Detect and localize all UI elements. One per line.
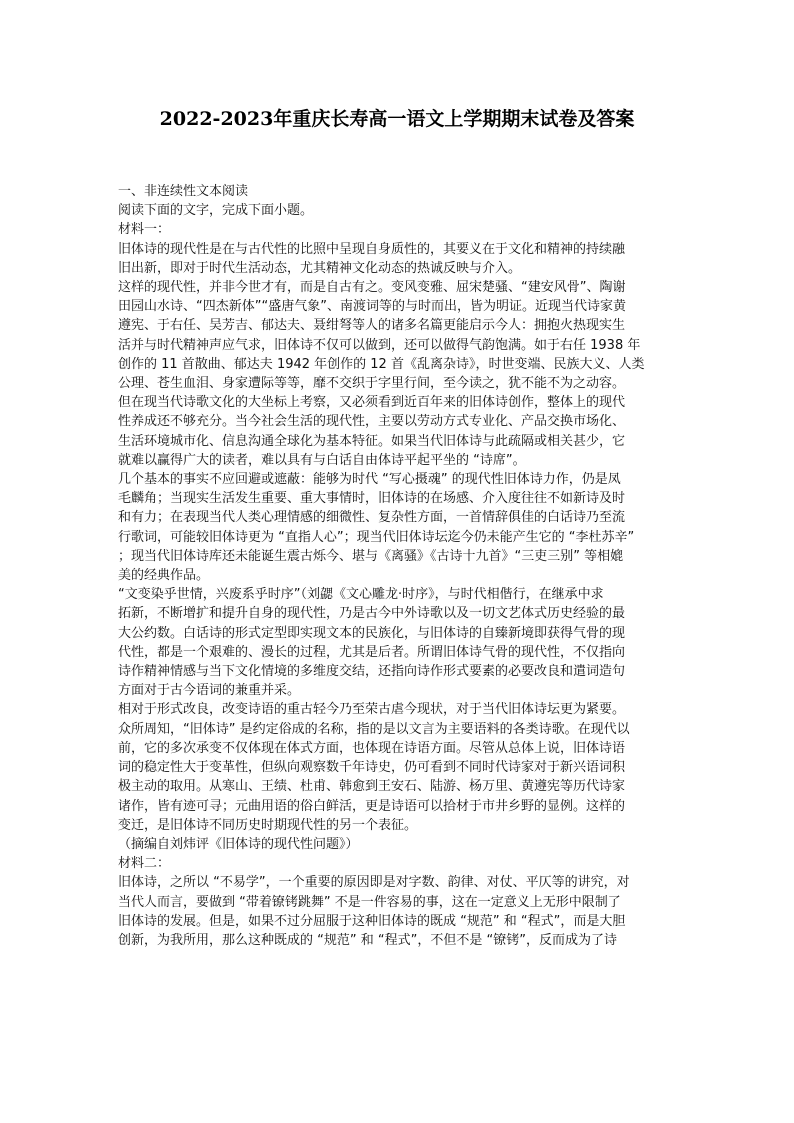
text-line: 众所周知，“旧体诗” 是约定俗成的名称，指的是以文言为主要语料的各类诗歌。在现代以 [118, 721, 630, 737]
text-line: 变迁，是旧体诗不同历史时期现代性的另一个表征。 [118, 817, 418, 833]
text-line: 拓新，不断增扩和提升自身的现代性，乃是古今中外诗歌以及一切文艺体式历史经验的最 [118, 606, 626, 622]
text-line: 一、非连续性文本阅读 [118, 184, 249, 199]
text-line: ；现当代旧体诗库还未能诞生震古烁今、堪与《离骚》《古诗十九首》“三吏三别” 等相媲 [118, 548, 624, 564]
text-line: 词的稳定性大于变革性，但纵向观察数千年诗史，仍可看到不同时代诗家对于新兴语词积 [118, 760, 626, 776]
text-line: 性养成还不够充分。当今社会生活的现代性，主要以劳动方式专业化、产品交换市场化、 [118, 414, 626, 430]
text-line: 材料一： [118, 222, 171, 238]
text-line: 前，它的多次承变不仅体现在体式方面，也体现在诗语方面。尽管从总体上说，旧体诗语 [118, 740, 626, 756]
document-title: 2022-2023年重庆长寿高一语文上学期期末试卷及答案 [159, 108, 635, 130]
text-line: 创作的 11 首散曲、郁达夫 1942 年创作的 12 首《乱离杂诗》，时世变端、民族大义、人类 [118, 356, 645, 372]
text-line: 旧体诗，之所以 “不易学”，一个重要的原因即是对字数、韵律、对仗、平仄等的讲究，对 [118, 875, 630, 891]
text-line: 方面对于古今语词的兼重并采。 [118, 683, 301, 699]
text-line: 大公约数。白话诗的形式定型即实现文本的民族化，与旧体诗的自臻新境即获得气骨的现 [118, 625, 626, 641]
text-line: 几个基本的事实不应回避或遮蔽：能够为时代 “写心摄魂” 的现代性旧体诗力作，仍是凤 [118, 472, 621, 488]
text-line: （摘编自刘炜评《旧体诗的现代性问题》） [118, 836, 359, 852]
text-line: 美的经典作品。 [118, 568, 210, 584]
text-line: 代性，都是一个艰难的、漫长的过程，尤其是后者。所谓旧体诗气骨的现代性，不仅指向 [118, 644, 626, 660]
text-line: 相对于形式改良，改变诗语的重古轻今乃至荣古虐今现状，对于当代旧体诗坛更为紧要。 [118, 702, 626, 718]
text-line: 旧体诗的发展。但是，如果不过分屈服于这种旧体诗的既成 “规范” 和 “程式”，而是大胆 [118, 913, 626, 929]
text-line: 活并与时代精神声应气求，旧体诗不仅可以做到，还可以做得气韵饱满。如于右任 1938 年 [118, 337, 641, 353]
text-line: “文变染乎世情，兴废系乎时序”（刘勰《文心雕龙·时序》，与时代相偕行，在继承中求 [118, 587, 604, 603]
text-line: 就难以赢得广大的读者，难以具有与白话自由体诗平起平坐的 “诗席”。 [118, 452, 526, 468]
text-line: 诸作，皆有迹可寻；元曲用语的俗白鲜活，更是诗语可以拾材于市井乡野的显例。这样的 [118, 798, 626, 814]
text-line: 阅读下面的文字，完成下面小题。 [118, 203, 314, 219]
text-line: 但在现当代诗歌文化的大坐标上考察，又必须看到近百年来的旧体诗创作，整体上的现代 [118, 395, 626, 411]
document-body [118, 182, 678, 950]
text-line: 和有力；在表现当代人类心理情感的细微性、复杂性方面，一首情辞俱佳的白话诗乃至流 [118, 510, 626, 526]
text-line: 当代人而言，要做到 “带着镣铐跳舞” 不是一件容易的事，这在一定意义上无形中限制了 [118, 894, 621, 910]
text-line: 创新，为我所用，那么这种既成的 “规范” 和 “程式”，不但不是 “镣铐”，反而成为了诗 [118, 932, 617, 948]
text-line: 这样的现代性，并非今世才有，而是自古有之。变风变雅、屈宋楚骚、“建安风骨”、陶谢 [118, 280, 626, 296]
text-line: 诗作精神情感与当下文化情境的多维度交结，还指向诗作形式要素的必要改良和遣词造句 [118, 664, 626, 680]
text-line: 生活环境城市化、信息沟通全球化为基本特征。如果当代旧体诗与此疏隔或相关甚少，它 [118, 433, 626, 449]
text-line: 公理、苍生血泪、身家遭际等等，靡不交织于字里行间，至今读之，犹不能不为之动容。 [118, 376, 626, 392]
text-line: 田园山水诗、“四杰新体”“盛唐气象”、南渡词等的与时而出，皆为明证。近现当代诗家黄 [118, 299, 626, 315]
text-line: 行歌词，可能较旧体诗更为 “直指人心”；现当代旧体诗坛迄今仍未能产生它的 “李杜苏辛” [118, 529, 635, 545]
text-line: 遵宪、于右任、吴芳吉、郁达夫、聂绀弩等人的诸多名篇更能启示今人：拥抱火热现实生 [118, 318, 626, 334]
text-line: 毛麟角；当现实生活发生重要、重大事情时，旧体诗的在场感、介入度往往不如新诗及时 [118, 491, 626, 507]
text-line: 材料二： [118, 856, 171, 872]
text-line: 旧出新，即对于时代生活动态，尤其精神文化动态的热诚反映与介入。 [118, 260, 522, 276]
text-line: 旧体诗的现代性是在与古代性的比照中呈现自身质性的，其要义在于文化和精神的持续融 [118, 241, 626, 257]
text-line: 极主动的取用。从寒山、王绩、杜甫、韩愈到王安石、陆游、杨万里、黄遵宪等历代诗家 [118, 779, 626, 795]
